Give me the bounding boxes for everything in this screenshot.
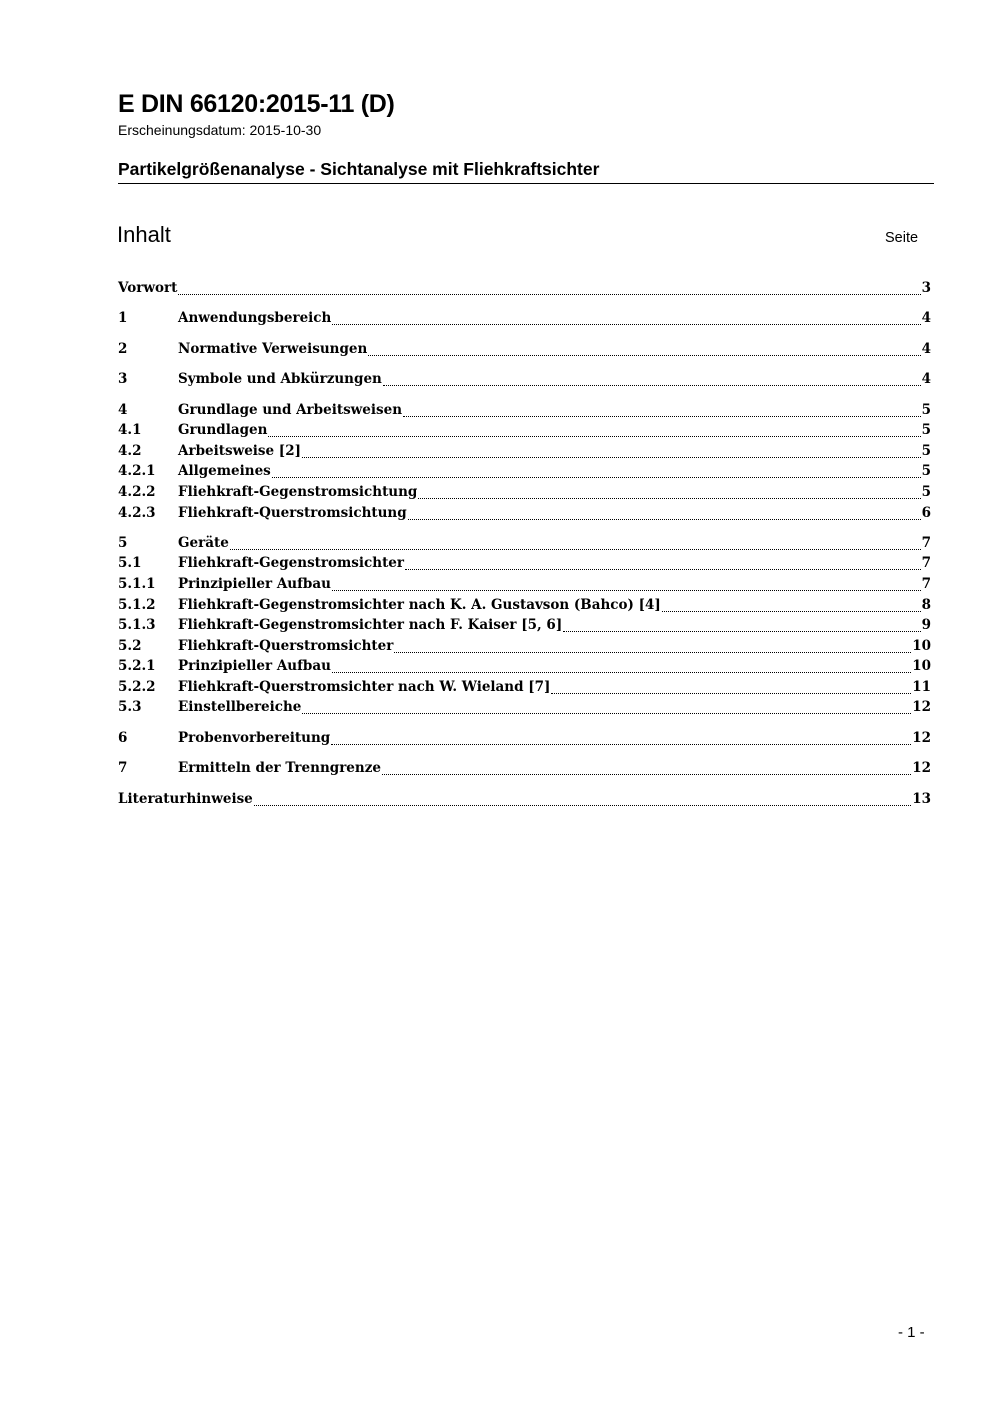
toc-entry-label: Fliehkraft-Querstromsichter nach W. Wieland [7] <box>178 679 551 695</box>
toc-entry-number: 4.2.1 <box>118 463 156 479</box>
page-column-label: Seite <box>885 230 919 246</box>
toc-entry-page: 6 <box>921 505 931 521</box>
toc-entry-vorwort[interactable] <box>118 280 931 300</box>
toc-entry-page: 3 <box>921 280 931 296</box>
toc-entry-label: Fliehkraft-Querstromsichter <box>178 638 394 654</box>
toc-entry-5-1-1[interactable] <box>118 576 931 596</box>
toc-entry-number: 4.2.3 <box>118 505 156 521</box>
toc-entry-page: 7 <box>921 555 931 571</box>
toc-entry-label: Allgemeines <box>178 463 271 479</box>
toc-entry-4-2-1[interactable] <box>118 463 931 483</box>
toc-entry-label: Probenvorbereitung <box>178 730 331 746</box>
toc-entry-3[interactable] <box>118 371 931 391</box>
publication-date: Erscheinungsdatum: 2015-10-30 <box>118 122 322 138</box>
toc-leader <box>403 416 921 417</box>
toc-entry-number: 5.2 <box>118 638 142 654</box>
toc-entry-page: 5 <box>921 484 931 500</box>
toc-entry-4-2-2[interactable] <box>118 484 931 504</box>
toc-leader <box>394 652 911 653</box>
toc-entry-page: 4 <box>921 341 931 357</box>
toc-entry-number: 6 <box>118 730 128 746</box>
toc-entry-4[interactable] <box>118 402 931 422</box>
toc-entry-5[interactable] <box>118 535 931 555</box>
toc-entry-label: Literaturhinweise <box>118 791 253 807</box>
toc-leader <box>332 324 920 325</box>
toc-entry-5-2-1[interactable] <box>118 658 931 678</box>
toc-entry-number: 3 <box>118 371 128 387</box>
toc-leader <box>418 498 920 499</box>
toc-entry-label: Grundlagen <box>178 422 268 438</box>
toc-entry-page: 13 <box>912 791 931 807</box>
toc-entry-label: Symbole und Abkürzungen <box>178 371 382 387</box>
toc-leader <box>331 744 911 745</box>
toc-entry-page: 7 <box>921 535 931 551</box>
toc-leader <box>230 549 921 550</box>
toc-entry-number: 5.1.2 <box>118 597 156 613</box>
toc-entry-page: 12 <box>912 730 931 746</box>
toc-entry-5-2[interactable] <box>118 638 931 658</box>
toc-entry-4-1[interactable] <box>118 422 931 442</box>
toc-entry-page: 12 <box>912 760 931 776</box>
doc-subject: Partikelgrößenanalyse - Sichtanalyse mit Fliehkraftsichter <box>118 159 600 179</box>
toc-entry-page: 11 <box>912 679 931 695</box>
toc-leader <box>254 805 911 806</box>
toc-entry-page: 10 <box>912 658 931 674</box>
toc-entry-page: 5 <box>921 402 931 418</box>
toc-entry-number: 5.3 <box>118 699 142 715</box>
toc-entry-4-2-3[interactable] <box>118 505 931 525</box>
toc-entry-label: Anwendungsbereich <box>178 310 332 326</box>
toc-entry-6[interactable] <box>118 730 931 750</box>
toc-entry-literaturhinweise[interactable] <box>118 791 931 811</box>
toc-entry-number: 4.2 <box>118 443 142 459</box>
toc-entry-number: 2 <box>118 341 128 357</box>
toc-entry-5-1[interactable] <box>118 555 931 575</box>
toc-entry-label: Vorwort <box>118 280 178 296</box>
toc-entry-number: 5 <box>118 535 128 551</box>
toc-entry-1[interactable] <box>118 310 931 330</box>
toc-leader <box>405 569 921 570</box>
toc-leader <box>268 436 920 437</box>
toc-entry-page: 5 <box>921 443 931 459</box>
header-rule <box>118 183 934 184</box>
toc-entry-label: Prinzipieller Aufbau <box>178 576 331 592</box>
toc-entry-page: 4 <box>921 371 931 387</box>
toc-entry-label: Geräte <box>178 535 229 551</box>
toc-leader <box>551 693 911 694</box>
toc-leader <box>302 713 911 714</box>
toc-entry-page: 12 <box>912 699 931 715</box>
toc-entry-page: 5 <box>921 463 931 479</box>
toc-entry-page: 10 <box>912 638 931 654</box>
toc-entry-number: 5.2.2 <box>118 679 156 695</box>
toc-entry-5-1-3[interactable] <box>118 617 931 637</box>
toc-leader <box>332 672 911 673</box>
toc-entry-7[interactable] <box>118 760 931 780</box>
toc-entry-number: 5.1.3 <box>118 617 156 633</box>
toc-entry-label: Fliehkraft-Gegenstromsichter <box>178 555 405 571</box>
toc-entry-number: 7 <box>118 760 128 776</box>
toc-entry-label: Prinzipieller Aufbau <box>178 658 331 674</box>
toc-leader <box>178 294 920 295</box>
toc-entry-page: 8 <box>921 597 931 613</box>
toc-leader <box>383 385 921 386</box>
toc-entry-label: Normative Verweisungen <box>178 341 368 357</box>
page-number: - 1 - <box>898 1324 925 1341</box>
toc-entry-4-2[interactable] <box>118 443 931 463</box>
toc-entry-number: 4 <box>118 402 128 418</box>
toc-leader <box>408 519 921 520</box>
toc-entry-label: Einstellbereiche <box>178 699 302 715</box>
toc-leader <box>272 477 921 478</box>
toc-entry-label: Fliehkraft-Gegenstromsichter nach K. A. Gustavson (Bahco) [4] <box>178 597 661 613</box>
toc-entry-2[interactable] <box>118 341 931 361</box>
toc-entry-label: Arbeitsweise [2] <box>178 443 301 459</box>
toc-leader <box>662 611 921 612</box>
toc-entry-number: 5.2.1 <box>118 658 156 674</box>
toc-entry-label: Fliehkraft-Gegenstromsichter nach F. Kaiser [5, 6] <box>178 617 563 633</box>
toc-heading: Inhalt <box>117 222 171 247</box>
toc-entry-number: 4.1 <box>118 422 142 438</box>
toc-leader <box>332 590 921 591</box>
toc-entry-label: Fliehkraft-Querstromsichtung <box>178 505 407 521</box>
toc-leader <box>563 631 920 632</box>
toc-entry-5-1-2[interactable] <box>118 597 931 617</box>
toc-entry-label: Fliehkraft-Gegenstromsichtung <box>178 484 418 500</box>
toc-entry-5-3[interactable] <box>118 699 931 719</box>
toc-entry-label: Grundlage und Arbeitsweisen <box>178 402 403 418</box>
toc-entry-number: 5.1 <box>118 555 142 571</box>
toc-entry-page: 7 <box>921 576 931 592</box>
toc-entry-5-2-2[interactable] <box>118 679 931 699</box>
toc-leader <box>302 457 921 458</box>
toc-leader <box>368 355 920 356</box>
toc-entry-number: 1 <box>118 310 128 326</box>
toc-entry-page: 5 <box>921 422 931 438</box>
toc-leader <box>382 774 911 775</box>
toc-entry-number: 4.2.2 <box>118 484 156 500</box>
toc-entry-page: 9 <box>921 617 931 633</box>
toc-entry-label: Ermitteln der Trenngrenze <box>178 760 381 776</box>
toc-entry-number: 5.1.1 <box>118 576 156 592</box>
doc-title: E DIN 66120:2015-11 (D) <box>118 90 395 118</box>
toc-entry-page: 4 <box>921 310 931 326</box>
